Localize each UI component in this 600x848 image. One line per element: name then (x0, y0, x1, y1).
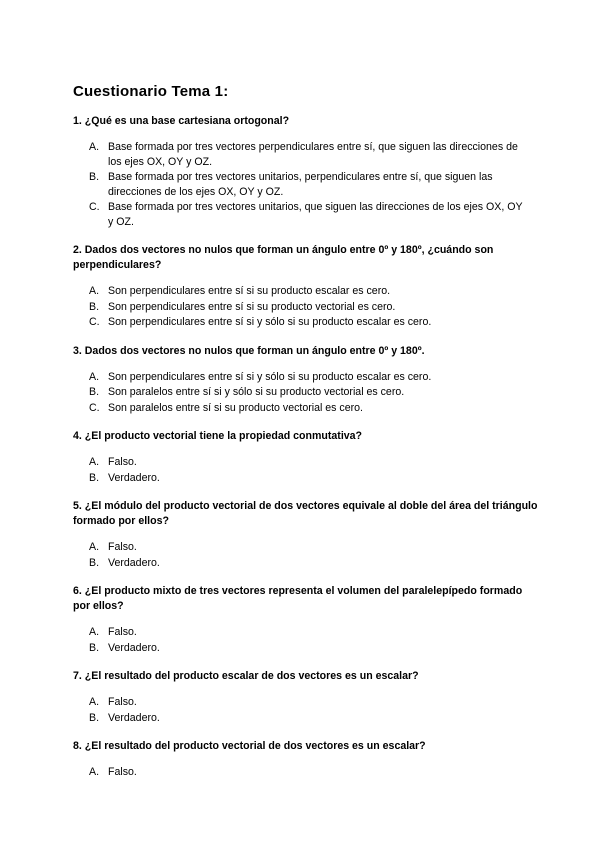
question-2 (73, 243, 540, 330)
option-text: Son perpendiculares entre sí si y sólo si su producto escalar es cero. (108, 316, 432, 328)
option-text: Son perpendiculares entre sí si su producto vectorial es cero. (108, 300, 396, 313)
options-list (73, 370, 540, 416)
option-item (89, 284, 540, 299)
option-text: Base formada por tres vectores unitarios, perpendiculares entre sí, que siguen las direcciones de los ejes OX, OY y OZ. (108, 171, 493, 198)
option-letter: B. (89, 471, 100, 484)
option-item (89, 540, 540, 555)
question-4 (73, 429, 540, 485)
question-text: 8. ¿El resultado del producto vectorial de dos vectores es un escalar? (73, 740, 426, 752)
question-text: 5. ¿El módulo del producto vectorial de dos vectores equivale al doble del área del triángulo formado por ellos? (73, 500, 538, 527)
option-letter: B. (89, 641, 100, 654)
option-text: Verdadero. (108, 711, 160, 724)
option-item (89, 370, 540, 385)
option-letter: B. (89, 556, 100, 569)
option-item (89, 471, 540, 486)
question-8 (73, 739, 540, 780)
option-item (89, 315, 540, 330)
option-item (89, 170, 540, 199)
option-item (89, 401, 540, 416)
option-letter: B. (89, 711, 100, 724)
option-item (89, 140, 540, 169)
option-text: Base formada por tres vectores unitarios, que siguen las direcciones de los ejes OX, OY y OZ. (108, 201, 523, 228)
option-letter: B. (89, 171, 100, 183)
option-item (89, 695, 540, 710)
option-text: Falso. (108, 541, 137, 553)
option-text: Falso. (108, 696, 137, 708)
question-5 (73, 499, 540, 570)
option-item (89, 625, 540, 640)
option-item (89, 711, 540, 726)
question-text: 2. Dados dos vectores no nulos que forman un ángulo entre 0º y 180º, ¿cuándo son perpendiculares? (73, 244, 494, 271)
options-list (73, 540, 540, 570)
question-7 (73, 669, 540, 725)
option-letter: B. (89, 386, 100, 398)
question-text: 3. Dados dos vectores no nulos que forman un ángulo entre 0º y 180º. (73, 344, 425, 357)
option-letter: A. (89, 370, 100, 383)
options-list (73, 695, 540, 725)
option-item (89, 556, 540, 571)
question-text: 4. ¿El producto vectorial tiene la propiedad conmutativa? (73, 430, 363, 442)
option-letter: A. (89, 696, 100, 708)
option-letter: C. (89, 401, 100, 414)
option-text: Falso. (108, 766, 137, 778)
option-text: Son perpendiculares entre sí si y sólo si su producto escalar es cero. (108, 370, 432, 383)
option-item (89, 300, 540, 315)
option-letter: A. (89, 456, 100, 468)
question-1 (73, 114, 540, 229)
option-item (89, 765, 540, 780)
page-title: Cuestionario Tema 1: (73, 83, 229, 100)
option-letter: A. (89, 541, 100, 553)
option-text: Falso. (108, 626, 137, 638)
question-text: 7. ¿El resultado del producto escalar de dos vectores es un escalar? (73, 670, 419, 682)
question-text: 1. ¿Qué es una base cartesiana ortogonal? (73, 115, 290, 127)
option-text: Son paralelos entre sí si su producto vectorial es cero. (108, 401, 363, 414)
question-6 (73, 584, 540, 655)
options-list (73, 455, 540, 485)
options-list (73, 625, 540, 655)
option-text: Son paralelos entre sí si y sólo si su producto vectorial es cero. (108, 386, 405, 398)
option-letter: A. (89, 766, 100, 778)
option-item (89, 641, 540, 656)
option-text: Falso. (108, 456, 137, 468)
options-list (73, 140, 540, 229)
option-text: Base formada por tres vectores perpendiculares entre sí, que siguen las direcciones de los ejes OX, OY y OZ. (108, 141, 518, 168)
option-item (89, 455, 540, 470)
option-letter: C. (89, 201, 100, 213)
option-text: Verdadero. (108, 471, 160, 484)
option-item (89, 200, 540, 229)
option-letter: B. (89, 300, 100, 313)
options-list (73, 284, 540, 330)
question-text: 6. ¿El producto mixto de tres vectores representa el volumen del paralelepípedo formado por ellos? (73, 585, 523, 612)
option-text: Verdadero. (108, 556, 160, 569)
options-list (73, 765, 540, 780)
question-3 (73, 344, 540, 416)
option-letter: A. (89, 626, 100, 638)
option-text: Verdadero. (108, 641, 160, 654)
option-text: Son perpendiculares entre sí si su producto escalar es cero. (108, 285, 391, 297)
option-item (89, 385, 540, 400)
option-letter: A. (89, 141, 100, 153)
option-letter: A. (89, 285, 100, 297)
option-letter: C. (89, 316, 100, 328)
